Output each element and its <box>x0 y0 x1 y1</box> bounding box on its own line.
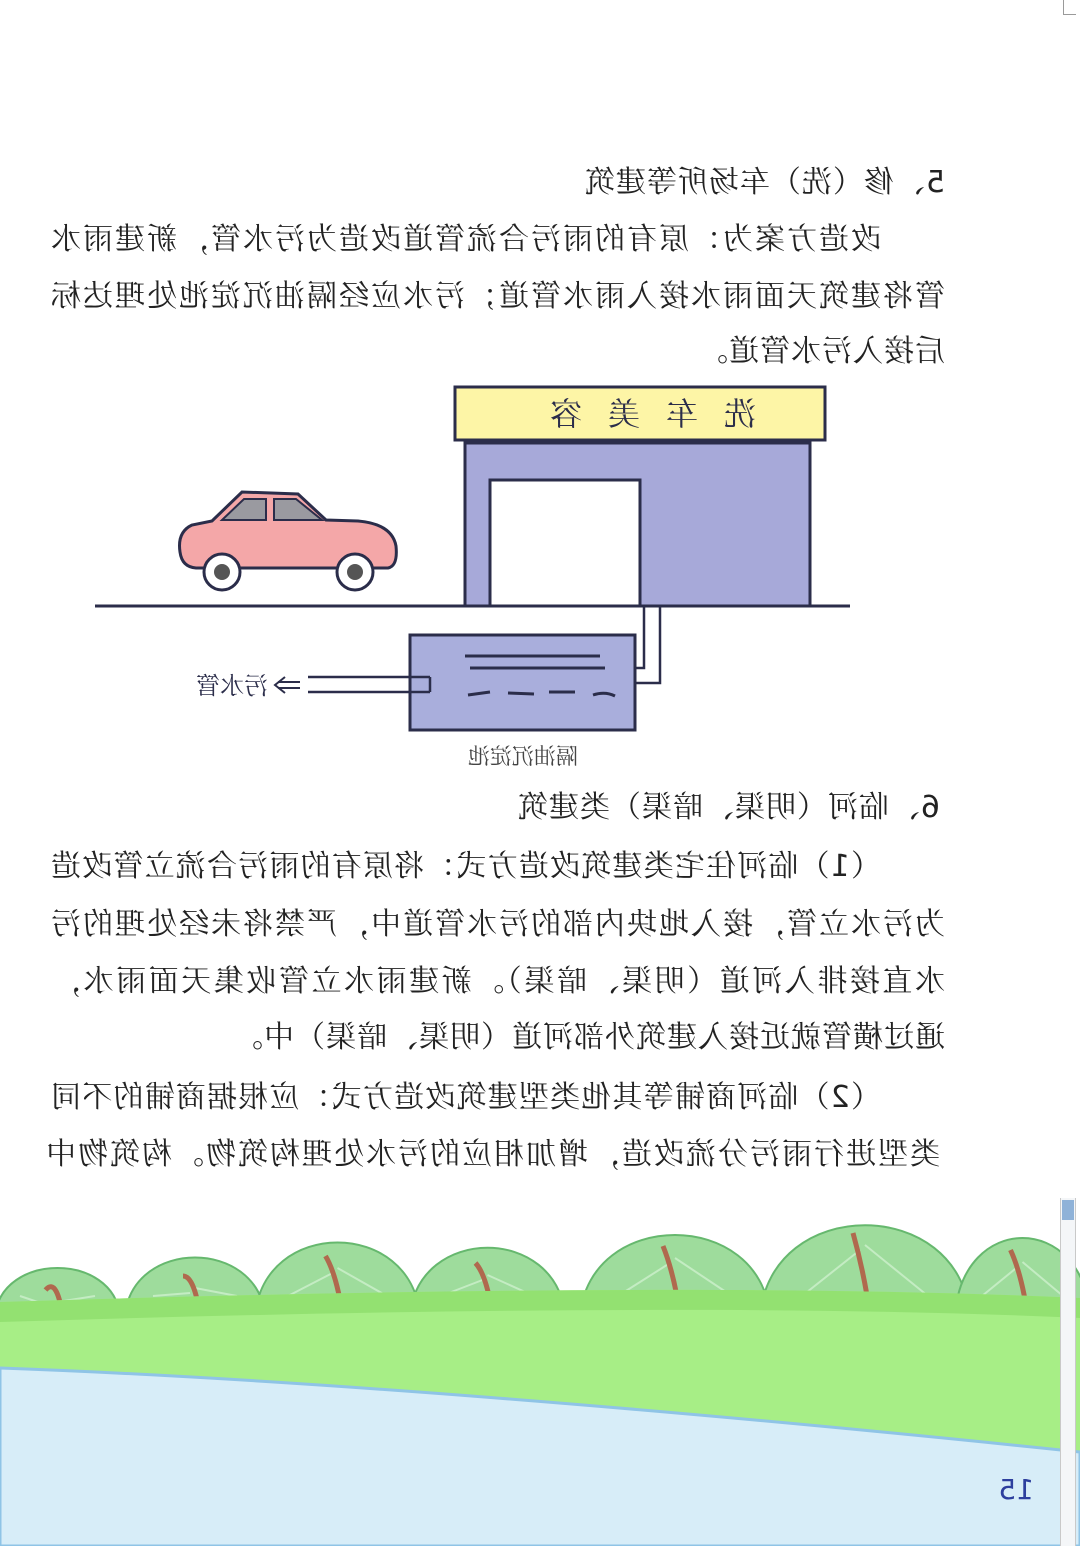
body-line: 为污水立管，接入地块内部的污水管道中，严禁将未经处理的污 <box>50 907 945 942</box>
body-line: 管将建筑天面雨水接入雨水管道；污水应经隔油沉淀池处理达标 <box>50 279 945 314</box>
grease-trap-tank <box>410 635 635 730</box>
body-line: 通过横管就近接入建筑外部河道（明渠、暗渠）中。 <box>232 1020 945 1055</box>
corner-mark <box>1063 0 1076 15</box>
page-number: 15 <box>998 1473 1034 1506</box>
sign-text: 洗车美容 <box>523 395 757 433</box>
body-line: 后接入污水管道。 <box>697 334 945 369</box>
tank-label: 隔油沉淀池 <box>467 745 578 770</box>
body-line: 水直接排入河道（明渠、暗渠）。新建雨水立管收集天面雨水， <box>50 964 945 999</box>
scrollbar[interactable] <box>1060 1198 1076 1546</box>
body-line: 改造方案为：原有的雨污合流管道改造为污水管，新建雨水 <box>50 222 881 257</box>
body-line: （1）临河住宅类建筑改造方式：将原有的雨污合流立管改造 <box>50 849 881 884</box>
section-heading: 5、修（洗）车场所等建筑 <box>583 165 945 200</box>
pipe-label: 污水管 <box>196 672 268 700</box>
riverside-scenery <box>0 1180 1080 1546</box>
body-line: 类型进行雨污分流改造，增加相应的污水处理构筑物。构筑物中 <box>45 1137 940 1172</box>
building-door <box>490 480 640 606</box>
section-heading: 6、临河（明渠、暗渠）类建筑 <box>516 790 940 825</box>
car-wash-illustration <box>0 370 1080 790</box>
car <box>180 492 397 590</box>
body-line: （2）临河商铺等其他类型建筑改造方式：应根据商铺的不同 <box>50 1080 881 1115</box>
car-wheel-hub <box>347 564 363 580</box>
arrow-icon <box>275 677 300 693</box>
scrollbar-thumb[interactable] <box>1062 1200 1074 1220</box>
car-wheel-hub <box>214 564 230 580</box>
